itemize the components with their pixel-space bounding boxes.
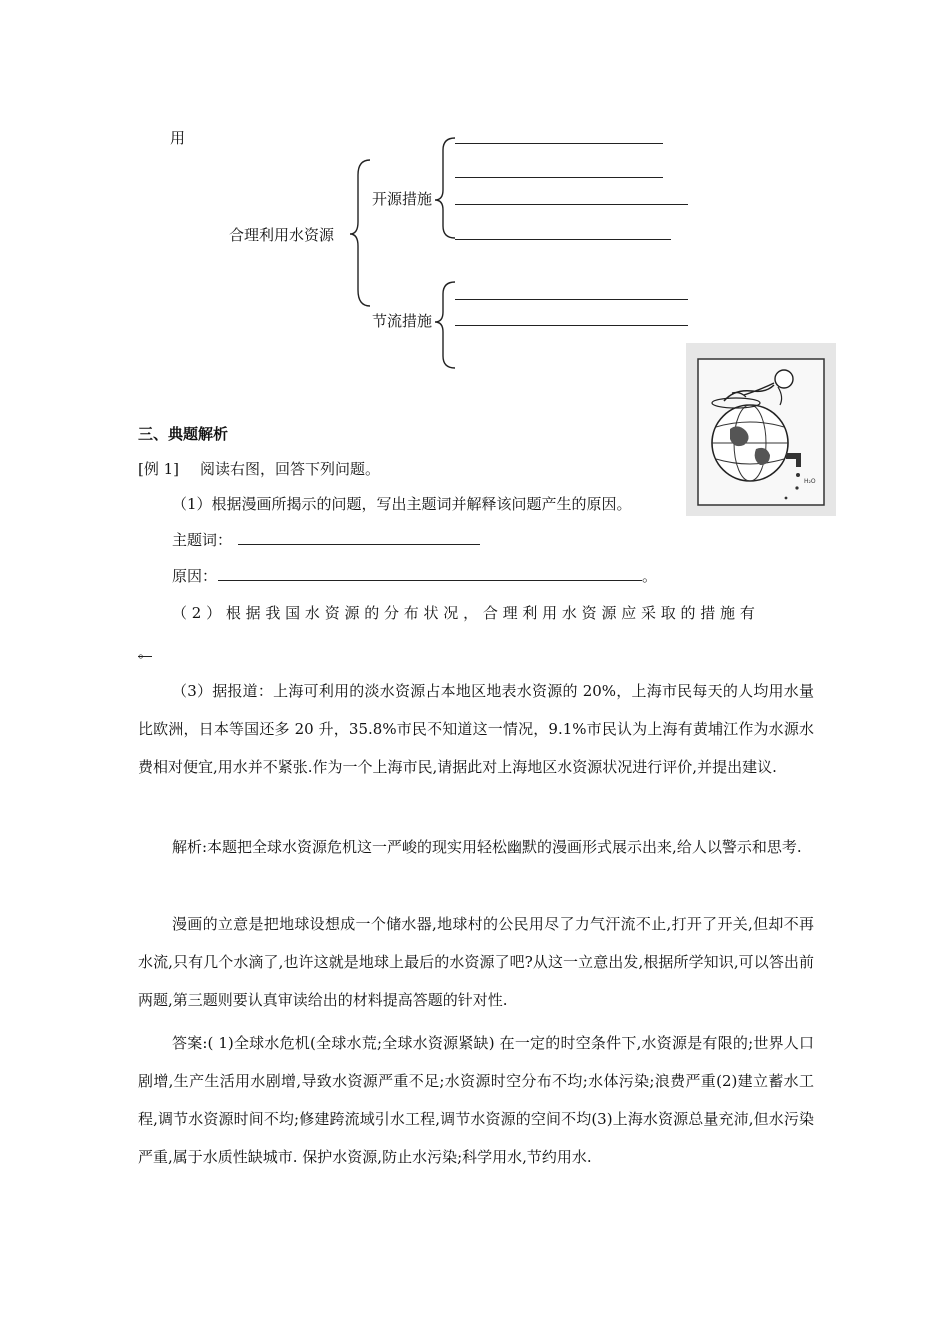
lower-brace [435, 282, 455, 368]
upper-brace [435, 138, 455, 238]
blank-line[interactable] [455, 204, 688, 205]
question-3: （3）据报道：上海可利用的淡水资源占本地区地表水资源的 20%，上海市民每天的人均用水量比欧洲，日本等国还多 20 升，35.8%市民不知道这一情况，9.1%市民认为上海有黄埔江作为水源水费相对便宜,用水并不紧张.作为一个上海市民,请据此对上海地区水资源状况进行评价,并提出建议. [138, 682, 814, 776]
reason-blank[interactable] [218, 580, 642, 581]
answer-paragraph: 答案:( 1)全球水危机(全球水荒;全球水资源紧缺) 在一定的时空条件下,水资源是有限的;世界人口剧增,生产生活用水剧增,导致水资源严重不足;水资源时空分布不均;水体污染;浪费严重(2)建立蓄水工程,调节水资源时间不均;修建跨流域引水工程,调节水资源的空间不均(3)上海水资源总量充沛,但水污染严重,属于水质性缺城市. 保护水资源,防止水污染;科学用水,节约用水. [138, 1034, 814, 1166]
question-2-end: 。 [138, 643, 154, 661]
continued-text-fragment: 用 [170, 129, 186, 147]
keyword-label: 主题词： [172, 531, 233, 549]
blank-line[interactable] [455, 325, 688, 326]
reason-label: 原因： [172, 567, 218, 585]
bracket-diagram [340, 130, 700, 375]
example-intro: 阅读右图，回答下列问题。 [200, 460, 381, 478]
keyword-blank[interactable] [238, 544, 480, 545]
blank-line[interactable] [455, 239, 671, 240]
section-heading: 三、典题解析 [138, 425, 229, 443]
question-2: （ 2 ） 根 据 我 国 水 资 源 的 分 布 状 况 ， 合 理 利 用 水 资 源 应 采 取 的 措 施 有 [172, 604, 755, 622]
question-1: （1）根据漫画所揭示的问题，写出主题词并解释该问题产生的原因。 [172, 495, 632, 513]
cartoon-earth-tap-image [686, 343, 836, 516]
drop-label: H₂O [804, 478, 816, 485]
diagram-root-label: 合理利用水资源 [229, 226, 335, 244]
diagram-branch-kaiyuan: 开源措施 [372, 190, 433, 208]
reason-end: 。 [642, 567, 658, 585]
question-2-blank[interactable] [138, 656, 152, 657]
blank-line[interactable] [455, 143, 663, 144]
outer-brace [350, 160, 370, 306]
analysis-paragraph: 解析:本题把全球水资源危机这一严峻的现实用轻松幽默的漫画形式展示出来,给人以警示和思考. [172, 838, 802, 856]
blank-line[interactable] [455, 299, 688, 300]
diagram-branch-jieliu: 节流措施 [372, 312, 433, 330]
cartoon-meaning-paragraph: 漫画的立意是把地球设想成一个储水器,地球村的公民用尽了力气汗流不止,打开了开关,但却不再水流,只有几个水滴了,也许这就是地球上最后的水资源了吧?从这一立意出发,根据所学知识,可以答出前两题,第三题则要认真审读给出的材料提高答题的针对性. [138, 915, 814, 1009]
blank-line[interactable] [455, 177, 663, 178]
example-label: [例 1] [138, 460, 180, 478]
